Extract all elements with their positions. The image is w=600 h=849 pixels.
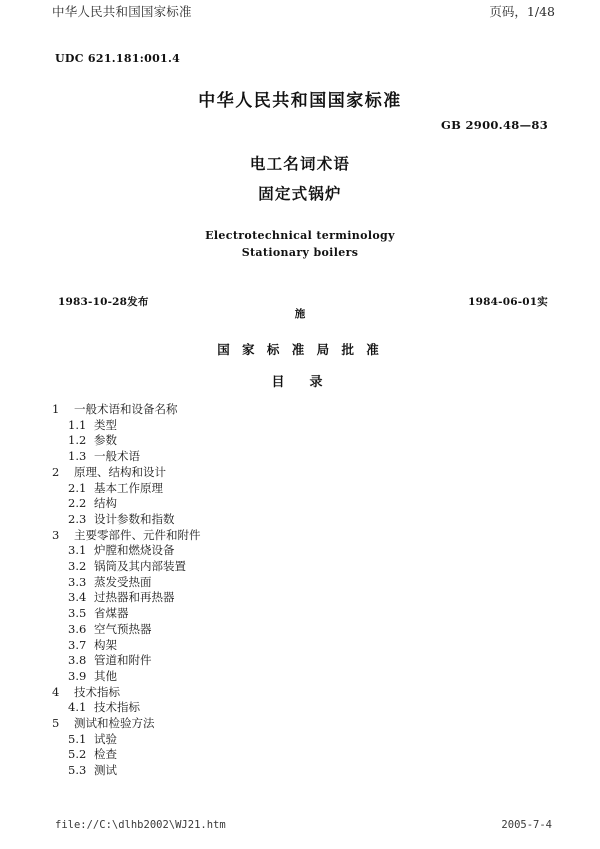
toc-entry[interactable] <box>52 418 482 434</box>
toc-entry[interactable] <box>52 449 482 465</box>
toc-entry[interactable] <box>52 622 482 638</box>
toc-entry[interactable] <box>52 653 482 669</box>
toc-entry-label: 一般术语和设备名称 <box>74 402 178 416</box>
toc-entry-number: 5.2 <box>68 747 87 762</box>
toc-entry-number: 2.3 <box>68 511 87 526</box>
print-header-title: 中华人民共和国国家标准 <box>52 4 192 19</box>
toc-entry-number: 2 <box>52 464 60 479</box>
toc-entry[interactable] <box>52 433 482 449</box>
toc-entry-label: 一般术语 <box>94 449 140 464</box>
toc-entry-label: 参数 <box>94 433 117 448</box>
toc-entry[interactable] <box>52 700 482 716</box>
gb-standard-number: GB 2900.48—83 <box>441 118 548 132</box>
toc-entry-label: 构架 <box>94 637 117 652</box>
toc-entry-number: 1 <box>52 402 60 416</box>
effective-date: 1984-06-01实 <box>468 296 548 308</box>
print-footer <box>0 819 600 835</box>
toc-entry-number: 3.8 <box>68 653 87 668</box>
approving-authority: 国 家 标 准 局 批 准 <box>217 342 383 357</box>
toc-entry-label: 锅筒及其内部装置 <box>94 559 186 574</box>
toc-entry[interactable] <box>52 512 482 528</box>
document-title-line1: 电工名词术语 <box>249 154 351 173</box>
document-title-line2: 固定式锅炉 <box>258 184 342 203</box>
toc-entry[interactable] <box>52 638 482 654</box>
toc-entry-number: 5 <box>52 716 60 731</box>
toc-entry-label: 类型 <box>94 417 117 432</box>
toc-entry-label: 原理、结构和设计 <box>74 464 166 479</box>
toc-entry[interactable] <box>52 732 482 748</box>
toc-entry-label: 省煤器 <box>94 606 129 621</box>
toc-entry-label: 结构 <box>94 496 117 511</box>
table-of-contents <box>52 402 482 779</box>
toc-entry-number: 3.6 <box>68 621 87 636</box>
toc-entry-label: 过热器和再热器 <box>94 590 175 605</box>
toc-entry[interactable] <box>52 496 482 512</box>
toc-entry[interactable] <box>52 528 482 544</box>
print-footer-date: 2005-7-4 <box>501 819 552 831</box>
toc-entry-label: 设计参数和指数 <box>94 511 175 526</box>
effective-date-wrapped-char: 施 <box>294 308 306 320</box>
toc-entry-number: 3.1 <box>68 543 87 558</box>
toc-entry-label: 技术指标 <box>94 700 140 715</box>
toc-entry-number: 3.4 <box>68 590 87 605</box>
toc-entry[interactable] <box>52 606 482 622</box>
toc-entry-label: 空气预热器 <box>94 621 152 636</box>
toc-entry-number: 4.1 <box>68 700 87 715</box>
toc-entry-number: 5.1 <box>68 731 87 746</box>
national-standard-title: 中华人民共和国国家标准 <box>198 91 402 111</box>
toc-entry-label: 试验 <box>94 731 117 746</box>
toc-entry-number: 2.1 <box>68 480 87 495</box>
toc-entry[interactable] <box>52 465 482 481</box>
toc-entry-number: 1.1 <box>68 417 87 432</box>
toc-entry-label: 蒸发受热面 <box>94 574 152 589</box>
toc-entry-number: 3.7 <box>68 637 87 652</box>
toc-entry-label: 管道和附件 <box>94 653 152 668</box>
toc-entry-number: 3.2 <box>68 559 87 574</box>
toc-entry-label: 检查 <box>94 747 117 762</box>
toc-entry-label: 基本工作原理 <box>94 480 163 495</box>
toc-entry[interactable] <box>52 481 482 497</box>
toc-entry-label: 炉膛和燃烧设备 <box>94 543 175 558</box>
toc-entry-number: 3.5 <box>68 606 87 621</box>
toc-entry-label: 主要零部件、元件和附件 <box>74 527 201 542</box>
toc-entry-label: 测试和检验方法 <box>74 716 155 731</box>
toc-entry-number: 1.2 <box>68 433 87 448</box>
toc-entry[interactable] <box>52 543 482 559</box>
toc-entry[interactable] <box>52 575 482 591</box>
issue-date: 1983-10-28发布 <box>58 296 149 308</box>
print-footer-file-path: file://C:\dlhb2002\WJ21.htm <box>55 819 226 831</box>
toc-entry[interactable] <box>52 590 482 606</box>
toc-entry[interactable] <box>52 669 482 685</box>
print-header-page-number: 页码，1/48 <box>489 4 555 19</box>
toc-entry-number: 1.3 <box>68 449 87 464</box>
toc-entry-number: 2.2 <box>68 496 87 511</box>
toc-entry[interactable] <box>52 716 482 732</box>
toc-entry-label: 其他 <box>94 668 117 683</box>
udc-code: UDC 621.181:001.4 <box>55 52 181 65</box>
toc-entry-number: 3 <box>52 527 60 542</box>
english-subtitle: Stationary boilers <box>241 246 359 259</box>
toc-entry-number: 5.3 <box>68 763 87 778</box>
print-header <box>0 2 600 20</box>
toc-entry[interactable] <box>52 763 482 779</box>
toc-entry-number: 3.3 <box>68 574 87 589</box>
toc-entry[interactable] <box>52 685 482 701</box>
toc-entry-number: 3.9 <box>68 668 87 683</box>
toc-entry-number: 4 <box>52 684 60 699</box>
toc-entry[interactable] <box>52 559 482 575</box>
toc-entry-label: 测试 <box>94 763 117 778</box>
toc-entry[interactable] <box>52 402 482 418</box>
english-title: Electrotechnical terminology <box>205 229 395 242</box>
toc-heading: 目 录 <box>271 375 329 390</box>
toc-entry[interactable] <box>52 747 482 763</box>
toc-entry-label: 技术指标 <box>74 684 120 699</box>
